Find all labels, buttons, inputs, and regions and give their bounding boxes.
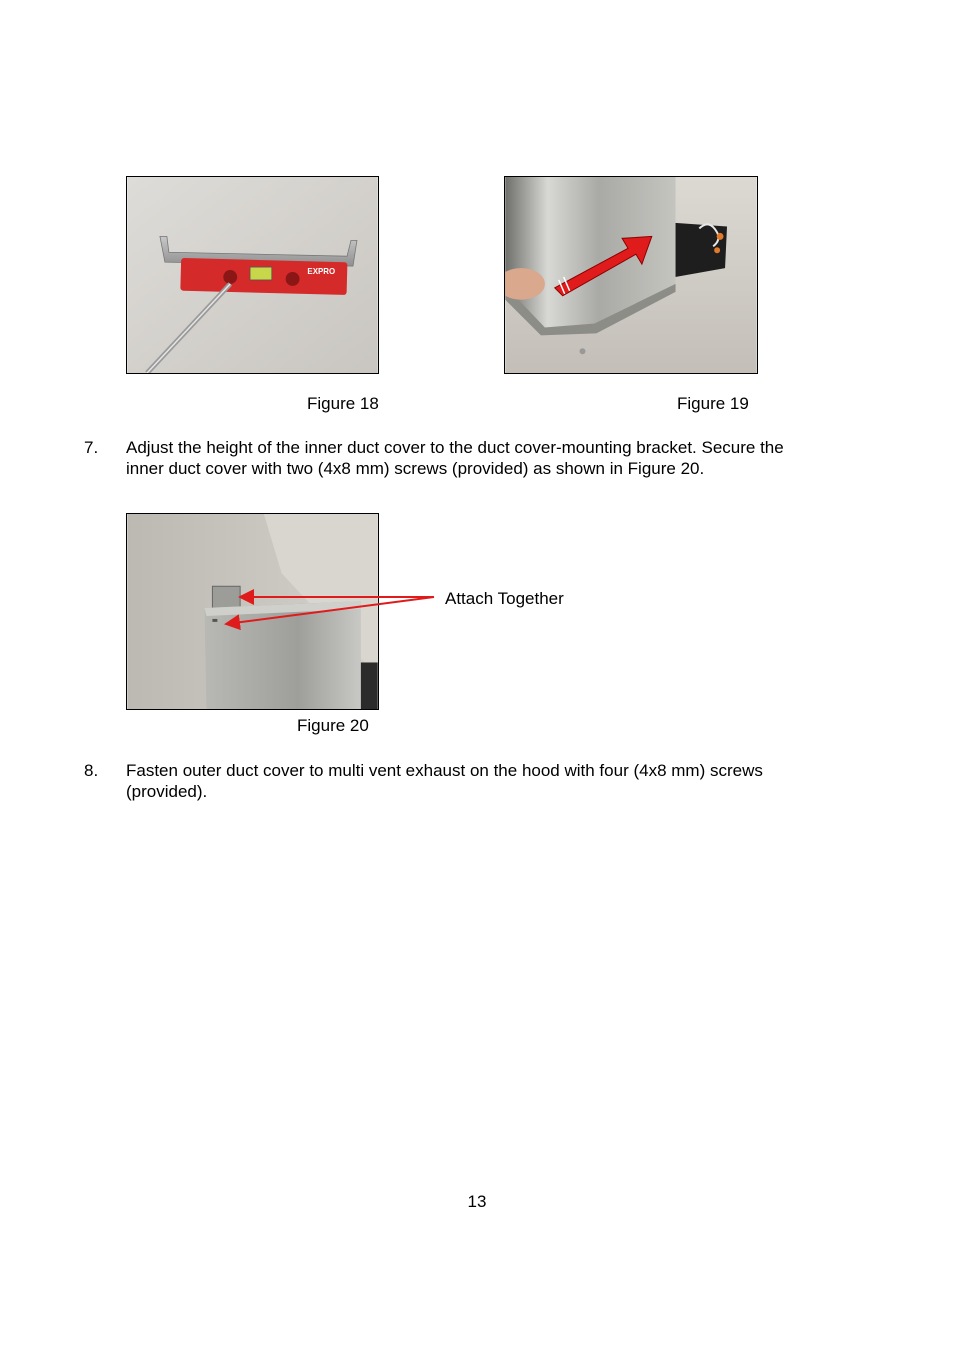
step-8-line-2: (provided).	[126, 782, 208, 801]
attach-together-label: Attach Together	[445, 589, 564, 608]
figure-18-photo	[126, 176, 379, 374]
step-7-line-1: Adjust the height of the inner duct cover to the duct cover-mounting bracket. Secure the	[126, 438, 784, 457]
step-8-number: 8.	[84, 761, 99, 780]
level-brand-text: EXPRO	[307, 267, 336, 277]
step-7-number: 7.	[84, 438, 99, 457]
duct-bracket	[212, 586, 240, 608]
figure-20-photo	[126, 513, 379, 710]
figure-19-photo	[504, 176, 758, 374]
figure-20-caption: Figure 20	[297, 716, 369, 735]
inner-duct-cover	[204, 601, 360, 709]
figure-20-illustration	[127, 514, 378, 709]
step-8-text	[126, 760, 763, 802]
figure-18-illustration	[127, 177, 378, 373]
step-8-line-1: Fasten outer duct cover to multi vent exhaust on the hood with four (4x8 mm) screws	[126, 761, 763, 780]
figure-19-caption: Figure 19	[677, 394, 749, 413]
figure-19-illustration	[505, 177, 757, 373]
page-number: 13	[467, 1192, 487, 1211]
figure-18-caption: Figure 18	[307, 394, 379, 413]
step-7-text	[126, 437, 784, 479]
step-7-line-2: inner duct cover with two (4x8 mm) screws (provided) as shown in Figure 20.	[126, 459, 705, 478]
